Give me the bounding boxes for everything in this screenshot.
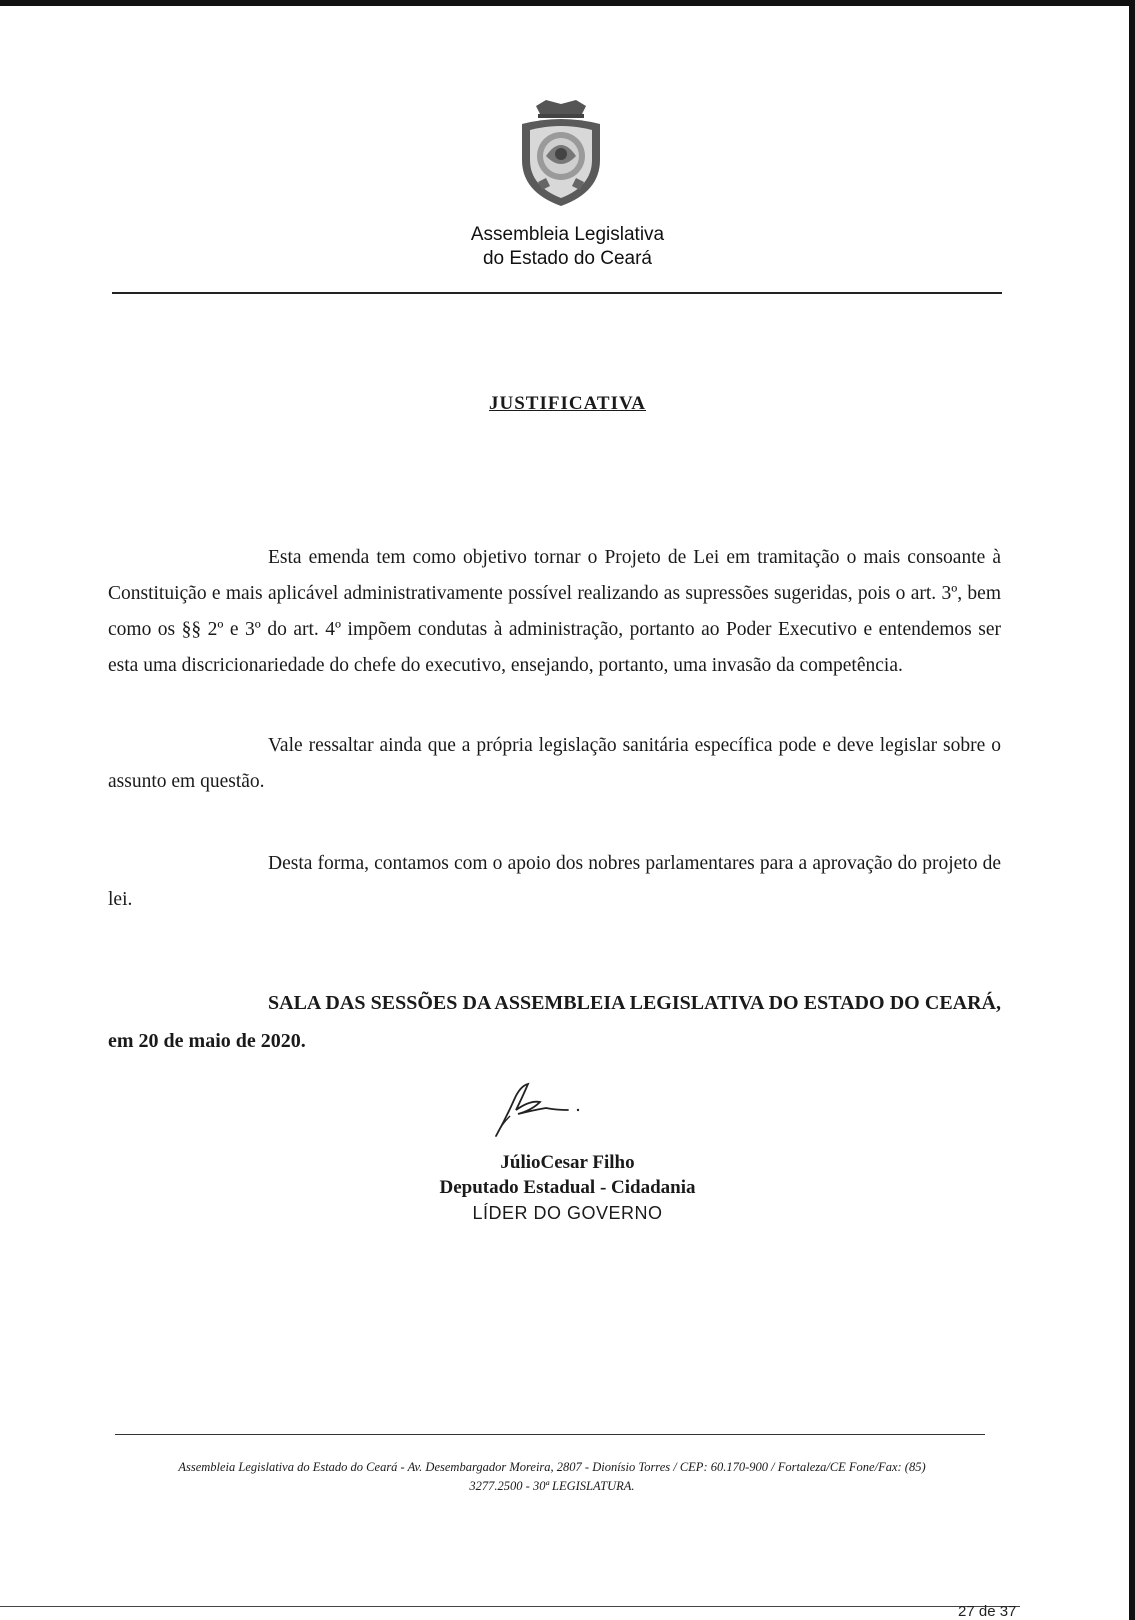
closing-statement: SALA DAS SESSÕES DA ASSEMBLEIA LEGISLATIVA DO ESTADO DO CEARÁ, em 20 de maio de 2020. (108, 992, 1001, 1052)
top-border (0, 0, 1135, 6)
signer-title: LÍDER DO GOVERNO (472, 1203, 663, 1223)
body-paragraph-3: Desta forma, contamos com o apoio dos nobres parlamentares para a aprovação do projeto de lei. (108, 853, 1001, 910)
signer-role: Deputado Estadual - Cidadania (439, 1177, 696, 1198)
footer-legislature: 3277.2500 - 30ª LEGISLATURA. (469, 1479, 635, 1493)
header-divider (112, 292, 1002, 294)
handwritten-signature (484, 1080, 594, 1140)
institution-name: Assembleia Legislativa (470, 224, 665, 245)
institution-state: do Estado do Ceará (482, 248, 652, 269)
body-paragraph-1: Esta emenda tem como objetivo tornar o Projeto de Lei em tramitação o mais consoante à Constituição e mais aplicável administrativamente possível realizando as supressões sugeridas, pois o art. 3º, bem como os §§ 2º e 3º do art. 4º impõem condutas à administração, portanto ao Poder Executivo e entendemos ser esta uma discricionariedade do chefe do executivo, ensejando, portanto, uma invasão da competência. (108, 547, 1001, 676)
signer-name: JúlioCesar Filho (500, 1152, 635, 1173)
footer-divider (115, 1434, 985, 1435)
document-title: JUSTIFICATIVA (489, 393, 646, 414)
page-bottom-line (0, 1606, 1020, 1607)
page-indicator: 27 de 37 (958, 1603, 1017, 1620)
state-coat-of-arms-icon (516, 98, 606, 210)
footer-address: Assembleia Legislativa do Estado do Ceará - Av. Desembargador Moreira, 2807 - Dionísio Torres / CEP: 60.170-900 / Fortaleza/CE Fone/Fax: (85) (178, 1460, 926, 1474)
body-paragraph-2: Vale ressaltar ainda que a própria legislação sanitária específica pode e deve legislar sobre o assunto em questão. (108, 735, 1001, 792)
